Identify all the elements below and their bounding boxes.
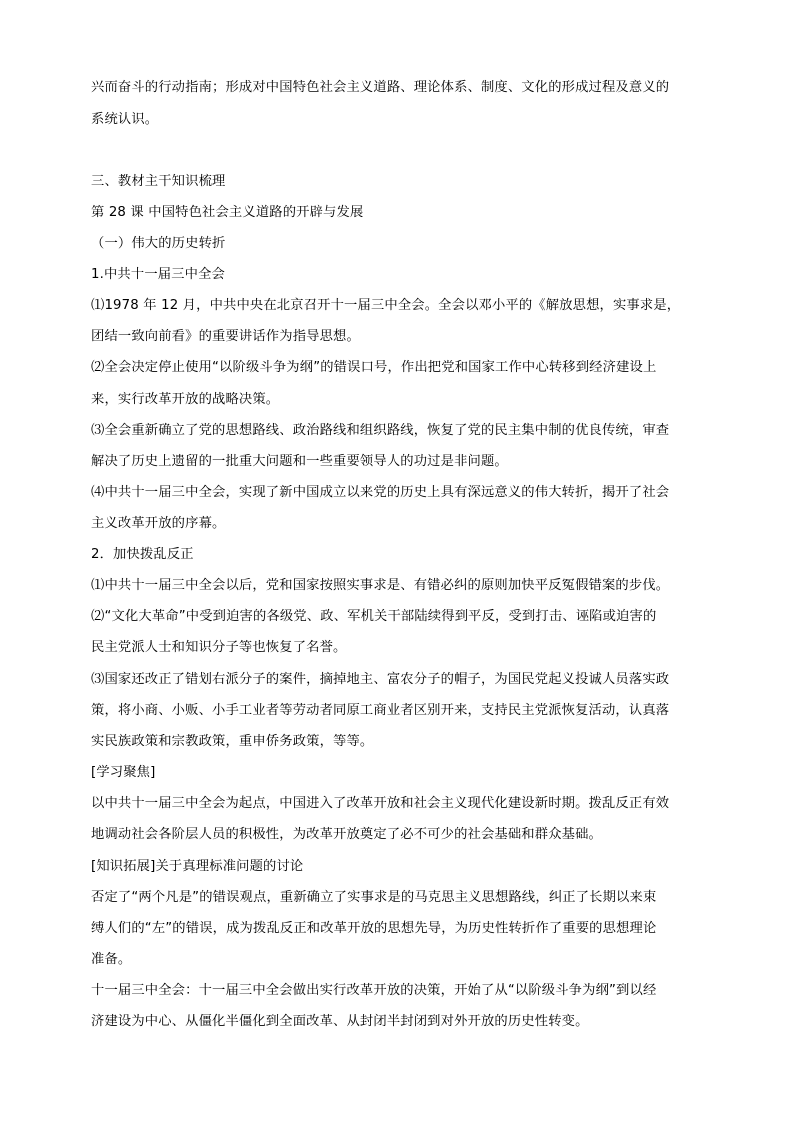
item-2-title: 2．加快拨乱反正 — [91, 547, 194, 562]
summary-line-1: 十一届三中全会：十一届三中全会做出实行改革开放的决策，开始了从“以阶级斗争为纲”到以经 — [91, 983, 657, 998]
section-heading: 三、教材主干知识梳理 — [91, 174, 226, 189]
item-1-para-2-line-2: 来，实行改革开放的战略决策。 — [91, 392, 280, 407]
item-2-para-1-line-1: ⑴中共十一届三中全会以后，党和国家按照实事求是、有错必纠的原则加快平反冤假错案的步伐。 — [91, 578, 670, 593]
item-1-para-4-line-1: ⑷中共十一届三中全会，实现了新中国成立以来党的历史上具有深远意义的伟大转折，揭开了社会 — [91, 485, 670, 500]
item-2-para-2-line-2: 民主党派人士和知识分子等也恢复了名誉。 — [91, 640, 347, 655]
item-2-para-3-line-1: ⑶国家还改正了错划右派分子的案件，摘掉地主、富农分子的帽子，为国民党起义投诚人员落实政 — [91, 672, 670, 687]
intro-line-1: 兴而奋斗的行动指南；形成对中国特色社会主义道路、理论体系、制度、文化的形成过程及意义的 — [91, 80, 670, 95]
item-1-para-3-line-1: ⑶全会重新确立了党的思想路线、政治路线和组织路线，恢复了党的民主集中制的优良传统，审查 — [91, 423, 670, 438]
extension-line-1: 否定了“两个凡是”的错误观点，重新确立了实事求是的马克思主义思想路线，纠正了长期以来束 — [91, 890, 657, 905]
item-1-para-3-line-2: 解决了历史上遗留的一批重大问题和一些重要领导人的功过是非问题。 — [91, 454, 508, 469]
summary-line-2: 济建设为中心、从僵化半僵化到全面改革、从封闭半封闭到对外开放的历史性转变。 — [91, 1014, 589, 1029]
extension-line-2: 缚人们的“左”的错误，成为拨乱反正和改革开放的思想先导，为历史性转折作了重要的思想理论 — [91, 921, 657, 936]
extension-label: [知识拓展]关于真理标准问题的讨论 — [91, 859, 304, 874]
subsection-heading: （一）伟大的历史转折 — [91, 236, 226, 251]
focus-line-1: 以中共十一届三中全会为起点，中国进入了改革开放和社会主义现代化建设新时期。拨乱反正有效 — [91, 796, 670, 811]
item-1-para-2-line-1: ⑵全会决定停止使用“以阶级斗争为纲”的错误口号，作出把党和国家工作中心转移到经济建设上 — [91, 360, 657, 375]
item-2-para-3-line-2: 策，将小商、小贩、小手工业者等劳动者同原工商业者区别开来，支持民主党派恢复活动，认真落 — [91, 703, 670, 718]
intro-line-2: 系统认识。 — [91, 112, 159, 127]
focus-label: [学习聚焦] — [91, 765, 156, 780]
item-1-para-4-line-2: 主义改革开放的序幕。 — [91, 516, 226, 531]
item-2-para-3-line-3: 实民族政策和宗教政策，重申侨务政策，等等。 — [91, 734, 374, 749]
extension-line-3: 准备。 — [91, 952, 132, 967]
focus-line-2: 地调动社会各阶层人员的积极性，为改革开放奠定了必不可少的社会基础和群众基础。 — [91, 827, 602, 842]
item-2-para-2-line-1: ⑵“文化大革命”中受到迫害的各级党、政、军机关干部陆续得到平反，受到打击、诬陷或迫害的 — [91, 609, 657, 624]
lesson-title: 第 28 课 中国特色社会主义道路的开辟与发展 — [91, 205, 364, 220]
item-1-para-1-line-2: 团结一致向前看》的重要讲话作为指导思想。 — [91, 329, 360, 344]
item-1-title: 1.中共十一届三中全会 — [91, 267, 226, 282]
item-1-para-1-line-1: ⑴1978 年 12 月，中共中央在北京召开十一届三中全会。全会以邓小平的《解放思想，实事求是， — [91, 298, 681, 313]
